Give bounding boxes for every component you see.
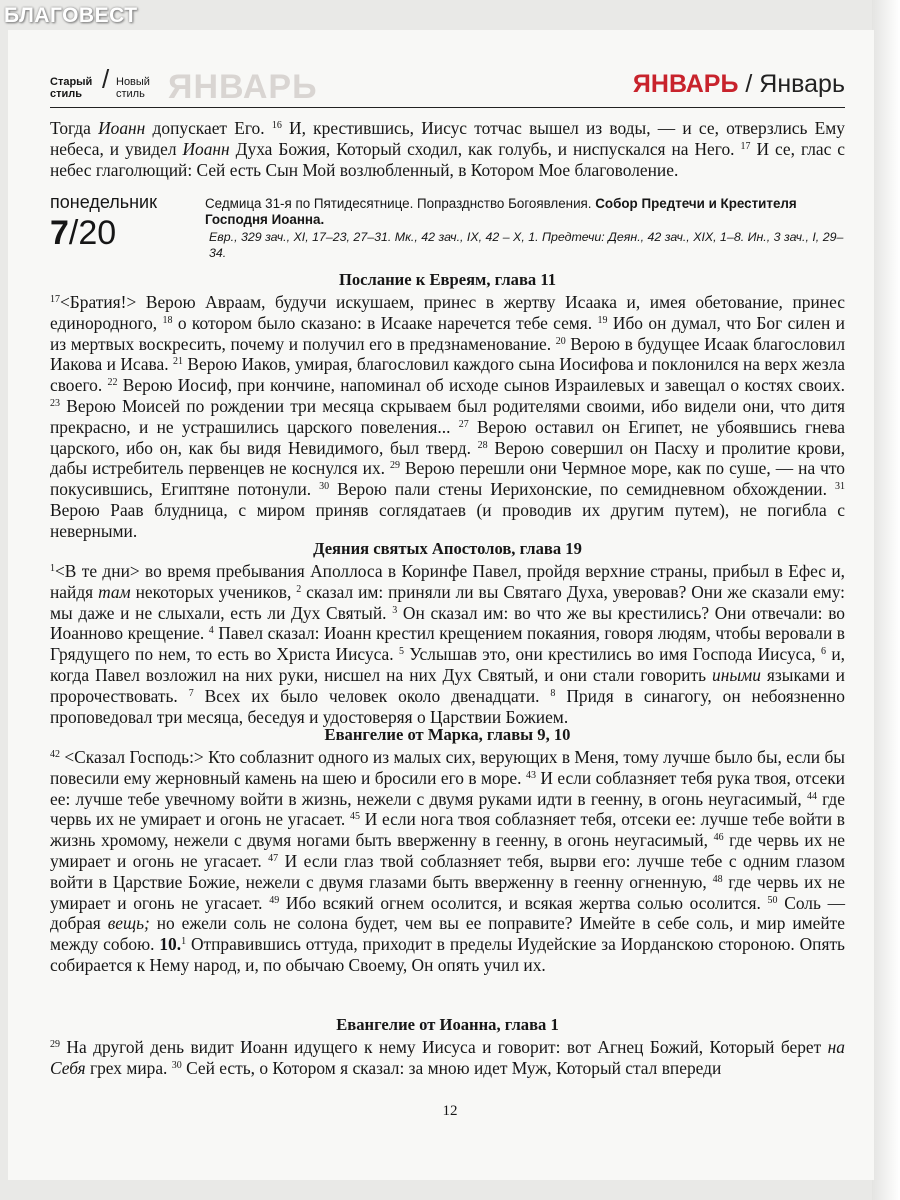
month-separator: /: [738, 70, 760, 98]
scripture-text: Ибо он думал, что Бог силен и из мертвых воскресить, почему и получил его в предзнаменование.: [50, 312, 845, 354]
scripture-text: И, крестившись, Иисус тотчас вышел из воды, — и се, отверзлись Ему небеса, и увидел: [50, 118, 845, 159]
verse-number: 43: [525, 769, 536, 781]
verse-number: 7: [188, 687, 194, 699]
italic-text: иными: [712, 664, 761, 685]
page-header: [50, 64, 845, 110]
verse-number: 19: [597, 314, 608, 326]
verse-number: 28: [477, 439, 488, 451]
verse-number: 50: [767, 894, 778, 906]
verse-number: 46: [713, 832, 724, 844]
verse-number: 4: [208, 625, 214, 637]
scripture-text: На другой день видит Иоанн идущего к нему Иисуса и говорит: вот Агнец Божий, Который берет: [60, 1037, 828, 1057]
verse-number: 45: [349, 811, 360, 823]
scripture-text: Духа Божия, Который сходил, как голубь, и ниспускался на Него.: [229, 138, 741, 159]
scripture-text: где червь их не умирает и огонь не угасает.: [50, 871, 845, 913]
scripture-text: Павел сказал: Иоанн крестил крещением покаяния, говоря людям, чтобы веровали в Грядущего по нем, то есть во Христа Иисуса.: [50, 623, 845, 665]
scripture-text: <В те дни> во время пребывания Аполлоса в Коринфе Павел, пройдя верхние страны, прибыл в Ефес и, найдя: [50, 561, 845, 602]
verse-number: 6: [820, 646, 826, 658]
new-style-label: Новый стиль: [116, 76, 150, 100]
header-rule: [50, 107, 845, 108]
scripture-text: Соль — добрая: [50, 892, 845, 934]
month-title: [633, 70, 845, 99]
scripture-text: где червь их не умирает и огонь не угасает.: [50, 830, 845, 871]
scripture-text: <Сказал Господь:> Кто соблазнит одного из малых сих, верующих в Меня, тому лучше было бы, если бы повесили ему жерновный камень на шею и бросили его в море.: [50, 747, 845, 788]
mark-text: [50, 747, 845, 976]
day-date: [50, 214, 210, 252]
verse-number: 44: [806, 790, 817, 802]
scripture-text: о котором было сказано: в Исааке наречется тебе семя.: [172, 312, 598, 333]
italic-text: Иоанн: [182, 138, 230, 159]
scripture-text: языками и пророчествовать.: [50, 664, 845, 706]
section-title-acts: Деяния святых Апостолов, глава 19: [313, 539, 582, 558]
intro-paragraph: [50, 118, 845, 180]
section-title-hebrews: Послание к Евреям, глава 11: [338, 270, 557, 289]
watermark: БЛАГОВЕСТ: [4, 4, 138, 27]
scripture-text: сказал им: приняли ли вы Святаго Духа, уверовав? Они же сказали ему: мы даже и не слыхали, есть ли Дух Святый.: [50, 581, 845, 623]
verse-number: 16: [271, 120, 282, 131]
page-number: 12: [442, 1103, 458, 1119]
scripture-text: Ибо всякий огнем осолится, и всякая жертва солью осолится.: [279, 892, 768, 913]
scripture-text: Верою пали стены Иерихонские, по семидневном обхождении.: [329, 479, 835, 500]
scripture-text: Верою перешли они Чермное море, как по суше, — на что покусившись, Египтяне потонули.: [50, 458, 845, 500]
section-title-mark: Евангелие от Марка, главы 9, 10: [324, 725, 571, 744]
scripture-text: И если соблазняет тебя рука твоя, отсеки ее: лучше тебе увечному войти в жизнь, нежели с двумя руками идти в геенну, в огонь неугасимый,: [50, 767, 845, 809]
page-edge-shadow: [872, 0, 900, 1200]
scripture-text: допускает Его.: [145, 118, 272, 138]
scripture-text: И если глаз твой соблазняет тебя, вырви его: лучше тебе с одним глазом войти в Царствие Божие, нежели с двумя глазами быть вверженну в геенну огненную,: [50, 850, 845, 892]
verse-number: 5: [398, 646, 404, 658]
verse-number: 30: [171, 1059, 182, 1071]
verse-number: 17: [50, 294, 60, 305]
scripture-text: Верою Иаков, умирая, благословил каждого сына Иосифова и поклонился на верх жезла своего.: [50, 354, 845, 396]
style-separator: /: [102, 64, 110, 94]
section-title-john: Евангелие от Иоанна, глава 1: [336, 1015, 559, 1034]
scripture-text: Тогда: [50, 118, 99, 138]
scripture-text: И се, глас с небес глаголющий: Сей есть Сын Мой возлюбленный, в Котором Мое благоволение.: [50, 138, 846, 180]
scripture-text: Верою в будущее Исаак благословил Иакова и Исава.: [50, 333, 845, 375]
verse-number: 17: [740, 140, 751, 152]
verse-number: 29: [50, 1039, 60, 1050]
scripture-text: некоторых учеников,: [130, 581, 297, 602]
scripture-text: Отправившись оттуда, приходит в пределы Иудейские за Иорданскою стороною. Опять собирается к Нему народ, и, по обычаю Своему, Он опять учил их.: [50, 934, 845, 975]
verse-number: 31: [835, 481, 845, 493]
weekday-name: понедельник: [50, 192, 157, 212]
verse-number: 18: [162, 314, 173, 326]
scripture-text: грех мира.: [85, 1057, 172, 1078]
verse-number: 49: [269, 894, 280, 906]
italic-text: там: [98, 581, 131, 602]
verse-number: 22: [107, 377, 118, 389]
date-separator: /: [68, 214, 79, 252]
scripture-text: Верою Раав блудница, с миром приняв соглядатаев (и проводив их другим путем), не погибла с неверными.: [50, 499, 845, 541]
scripture-text: И если нога твоя соблазняет тебя, отсеки ее: лучше тебе войти в жизнь хромому, нежели с двумя ногами быть вверженну в геенну, в огонь неугасимый,: [50, 809, 845, 851]
day-commemoration: [205, 196, 845, 261]
scripture-text: Услышав это, они крестились во имя Господа Иисуса,: [403, 644, 821, 665]
old-style-label: Старый стиль: [50, 76, 93, 100]
ghost-month-print: ЯНВАРЬ: [168, 68, 318, 106]
verse-number: 23: [50, 397, 60, 409]
verse-number: 21: [172, 356, 183, 368]
hebrews-text: [50, 292, 845, 542]
acts-text: [50, 561, 845, 727]
day-heading: [50, 192, 210, 252]
verse-number: 29: [390, 460, 400, 472]
scripture-text: Придя в синагогу, он небоязненно проповедовал три месяца, беседуя и удостоверяя о Царствии Божием.: [50, 685, 845, 727]
commemoration-text: Седмица 31-я по Пятидесятнице. Попразднство Богоявления.: [205, 196, 596, 211]
scripture-text: Сей есть, о Котором я сказал: за мною идет Муж, Который стал впереди: [181, 1057, 722, 1078]
scripture-readings: Евр., 329 зач., XI, 17–23, 27–31. Мк., 42 зач., IX, 42 – X, 1. Предтечи: Деян., 42 зач., XIX, 1–8. Ин., 3 зач., I, 29–34.: [209, 230, 844, 260]
verse-number: 20: [555, 335, 566, 347]
scripture-text: Он сказал им: во что же вы крестились? Они отвечали: во Иоанново крещение.: [50, 602, 845, 644]
scripture-text: Всех их было человек около двенадцати.: [193, 685, 551, 706]
verse-number: 8: [550, 687, 556, 699]
scripture-text: и, когда Павел возложил на них руки, нисшел на них Дух Святый, и они стали говорить: [50, 644, 845, 685]
verse-number: 2: [296, 583, 302, 595]
chapter-number: 10.: [159, 934, 182, 955]
verse-number: 47: [268, 852, 279, 864]
verse-number: 48: [712, 873, 723, 885]
verse-number: 1: [50, 563, 55, 574]
italic-text: Иоанн: [98, 118, 146, 138]
new-date: 20: [78, 214, 117, 252]
scripture-text: но ежели соль не солона будет, чем вы ее поправите? Имейте в себе соль, и мир имейте между собою.: [50, 913, 845, 955]
old-date: 7: [50, 214, 69, 252]
scripture-text: Верою оставил он Египет, не убоявшись гнева царского, ибо он, как бы видя Невидимого, был тверд.: [50, 416, 845, 458]
month-new-style: Январь: [759, 70, 845, 98]
verse-number: 30: [319, 481, 330, 493]
italic-text: вещь;: [107, 913, 150, 934]
month-old-style: ЯНВАРЬ: [632, 70, 739, 98]
italic-text: на Себя: [50, 1037, 845, 1078]
scripture-text: Верою совершил он Пасху и пролитие крови, дабы истребитель первенцев не коснулся их.: [50, 437, 845, 479]
verse-number: 1: [181, 936, 187, 948]
john-text: [50, 1037, 845, 1079]
verse-number: 42: [50, 749, 60, 760]
verse-number: 3: [392, 604, 398, 616]
scripture-text: Верою Моисей по рождении три месяца скрываем был родителями своими, ибо видели они, что дитя прекрасно, и не устрашились царского повеления...: [50, 395, 845, 437]
feast-name: Собор Предтечи и Крестителя Господня Иоанна.: [205, 196, 797, 227]
verse-number: 27: [458, 418, 469, 430]
scripture-text: <Братия!> Верою Авраам, будучи искушаем, принес в жертву Исаака и, имея обетование, принес единородного,: [50, 292, 845, 333]
scripture-text: Верою Иосиф, при кончине, напоминал об исходе сынов Израилевых и завещал о костях своих.: [117, 375, 845, 396]
scripture-text: где червь их не умирает и огонь не угасает.: [50, 788, 845, 830]
